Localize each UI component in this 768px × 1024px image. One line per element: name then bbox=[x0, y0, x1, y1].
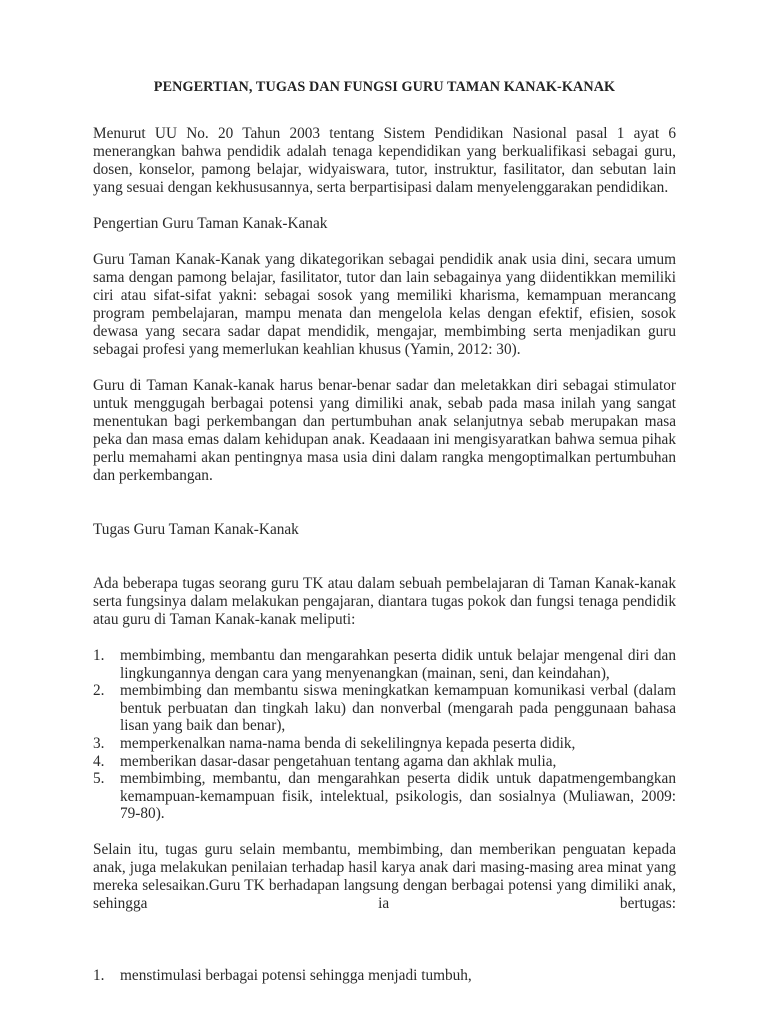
section-heading-tugas: Tugas Guru Taman Kanak-Kanak bbox=[93, 521, 299, 538]
list-text: memberikan dasar-dasar pengetahuan tentang agama dan akhlak mulia, bbox=[120, 752, 557, 770]
list-text: menstimulasi berbagai potensi sehingga menjadi tumbuh, bbox=[120, 966, 472, 984]
list-number: 3. bbox=[93, 734, 105, 752]
list-text: membimbing dan membantu siswa meningkatkan kemampuan komunikasi verbal (dalam bentuk perbuatan dan tingkah laku) dan nonverbal (mengarah pada penggunaan bahasa lisan yang baik dan benar), bbox=[120, 682, 676, 735]
list-number: 1. bbox=[93, 966, 105, 984]
list-text: memperkenalkan nama-nama benda di sekelilingnya kepada peserta didik, bbox=[120, 734, 576, 752]
intro-paragraph: Menurut UU No. 20 Tahun 2003 tentang Sistem Pendidikan Nasional pasal 1 ayat 6 menerangkan bahwa pendidik adalah tenaga kependidikan yang berkualifikasi sebagai guru, dosen, konselor, pamong belajar, widyaiswara, tutor, instruktur, fasilitator, dan sebutan lain yang sesuai dengan kekhususannya, serta berpartisipasi dalam menyelenggarakan pendidikan. bbox=[93, 125, 676, 196]
document-page bbox=[93, 78, 676, 985]
document-title: PENGERTIAN, TUGAS DAN FUNGSI GURU TAMAN KANAK-KANAK bbox=[153, 79, 616, 95]
paragraph-pengertian-1: Guru Taman Kanak-Kanak yang dikategorikan sebagai pendidik anak usia dini, secara umum sama dengan pamong belajar, fasilitator, tutor dan lain sebagainya yang diidentikkan memiliki ciri atau sifat-sifat yakni: sebagai sosok yang memiliki kharisma, kemampuan merancang program pembelajaran, mampu menata dan mengelola kelas dengan efektif, efisien, sosok dewasa yang secara sadar dapat mendidik, mengajar, membimbing serta menjadikan guru sebagai profesi yang memerlukan keahlian khusus (Yamin, 2012: 30). bbox=[93, 251, 676, 358]
list-item bbox=[93, 753, 676, 771]
paragraph-pengertian-2: Guru di Taman Kanak-kanak harus benar-benar sadar dan meletakkan diri sebagai stimulator untuk menggugah berbagai potensi yang dimiliki anak, sebab pada masa inilah yang sangat menentukan bagi perkembangan dan pertumbuhan anak selanjutnya sebab merupakan masa peka dan masa emas dalam kehidupan anak. Keadaaan ini mengisyaratkan bahwa semua pihak perlu memahami akan pentingnya masa usia dini dalam rangka mengoptimalkan pertumbuhan dan perkembangan. bbox=[93, 377, 676, 484]
list-item bbox=[93, 967, 676, 985]
list-number: 5. bbox=[93, 770, 105, 788]
list-item bbox=[93, 647, 676, 682]
list-item bbox=[93, 682, 676, 735]
bertugas-list bbox=[93, 967, 676, 985]
tugas-list bbox=[93, 647, 676, 823]
list-text: membimbing, membantu, dan mengarahkan peserta didik untuk dapatmengembangkan kemampuan-kemampuan fisik, intelektual, psikologis, dan sosialnya (Muliawan, 2009: 79-80). bbox=[120, 770, 676, 823]
list-number: 2. bbox=[93, 682, 105, 700]
list-item bbox=[93, 770, 676, 823]
paragraph-tugas-intro: Ada beberapa tugas seorang guru TK atau dalam sebuah pembelajaran di Taman Kanak-kanak serta fungsinya dalam melakukan pengajaran, diantara tugas pokok dan fungsi tenaga pendidik atau guru di Taman Kanak-kanak meliputi: bbox=[93, 575, 676, 628]
paragraph-tugas-selain: Selain itu, tugas guru selain membantu, membimbing, dan memberikan penguatan kepada anak, juga melakukan penilaian terhadap hasil karya anak dari masing-masing area minat yang mereka selesaikan.Guru TK berhadapan langsung dengan berbagai potensi yang dimiliki anak, sehingga ia bertugas: bbox=[93, 840, 676, 912]
list-text: membimbing, membantu dan mengarahkan peserta didik untuk belajar mengenal diri dan lingkungannya dengan cara yang menyenangkan (mainan, seni, dan keindahan), bbox=[120, 647, 676, 682]
list-number: 1. bbox=[93, 647, 105, 664]
list-number: 4. bbox=[93, 752, 105, 770]
list-item bbox=[93, 735, 676, 753]
section-heading-pengertian: Pengertian Guru Taman Kanak-Kanak bbox=[93, 215, 328, 232]
